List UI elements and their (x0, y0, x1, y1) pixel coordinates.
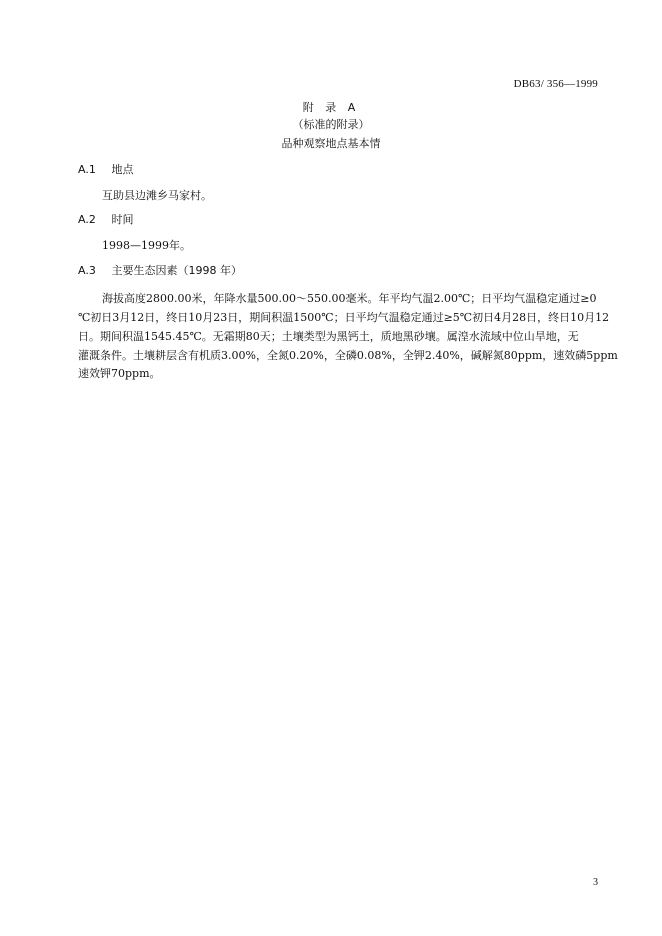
paragraph-line: ℃初日3月12日，终日10月23日，期间积温1500℃；日平均气温稳定通过≥5℃初日4月28日，终日10月12 (78, 311, 610, 324)
paragraph-line: 速效钾70ppm。 (78, 367, 161, 380)
section-text-a1: 互助县边滩乡马家村。 (102, 189, 212, 202)
appendix-title: 附 录 A (302, 101, 360, 114)
section-heading-a2 (78, 213, 134, 227)
section-title: 主要生态因素（1998 年） (111, 264, 242, 277)
paragraph-line: 日。期间积温1545.45℃。无霜期80天；土壤类型为黑钙土，质地黑砂壤。属湟水流域中位山旱地，无 (78, 330, 579, 343)
page-number: 3 (593, 877, 598, 888)
standard-number: DB63/ 356—1999 (513, 78, 598, 90)
section-number: A.2 (78, 213, 96, 226)
appendix-type: （标准的附录） (292, 118, 370, 131)
section-title: 地点 (111, 163, 134, 176)
paragraph-line: 海拔高度2800.00米，年降水量500.00～550.00毫米。年平均气温2.00℃；日平均气温稳定通过≥0 (102, 292, 597, 305)
section-heading-a1 (78, 163, 134, 177)
section-text-a2: 1998—1999年。 (102, 239, 191, 252)
appendix-name: 品种观察地点基本情 (281, 137, 381, 150)
paragraph-line: 灌溉条件。土壤耕层含有机质3.00%，全氮0.20%，全磷0.08%，全钾2.40%，碱解氮80ppm，速效磷5ppm (78, 349, 618, 362)
section-heading-a3 (78, 264, 242, 278)
section-number: A.1 (78, 163, 96, 176)
section-title: 时间 (111, 213, 134, 226)
section-number: A.3 (78, 264, 96, 277)
